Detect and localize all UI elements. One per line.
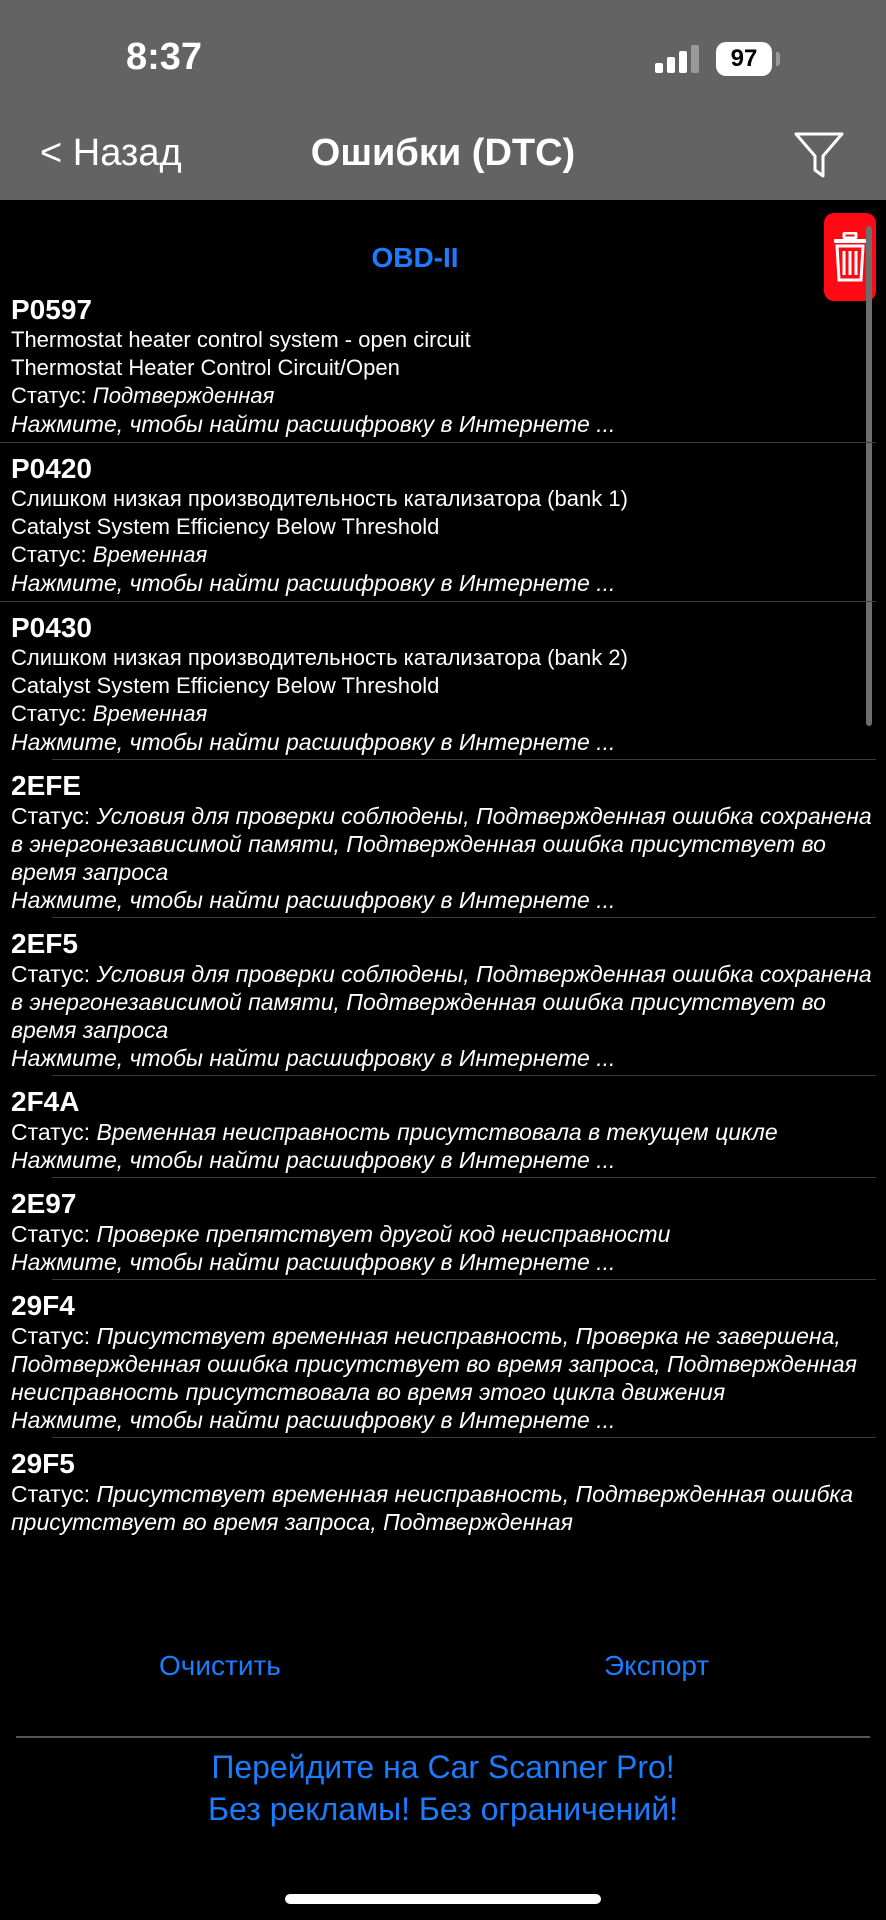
status-label: Статус: [11,1119,97,1145]
dtc-status [11,382,876,410]
dtc-description-ru: Слишком низкая производительность катализатора (bank 2) [11,645,628,670]
dtc-code: P0420 [11,453,92,484]
back-button[interactable]: < Назад [40,132,182,174]
navigation-bar [0,0,886,200]
dtc-code: 2EFE [11,770,82,801]
status-value: Условия для проверки соблюдены, Подтвержденная ошибка сохранена в энергонезависимой памяти, Подтвержденная ошибка присутствует во время запроса [11,961,872,1043]
dtc-description-ru: Слишком низкая производительность катализатора (bank 1) [11,486,628,511]
lookup-link[interactable]: Нажмите, чтобы найти расшифровку в Интернете ... [11,1045,616,1071]
status-label: Статус: [11,701,93,726]
dtc-item[interactable] [0,1178,876,1280]
status-value: Условия для проверки соблюдены, Подтвержденная ошибка сохранена в энергонезависимой памяти, Подтвержденная ошибка присутствует во время запроса [11,803,872,885]
dtc-status [11,1480,876,1536]
dtc-code: 29F4 [11,1290,75,1321]
lookup-link[interactable]: Нажмите, чтобы найти расшифровку в Интернете ... [11,1407,616,1433]
upgrade-promo-link[interactable] [0,1746,886,1830]
status-label: Статус: [11,1221,97,1247]
status-label: Статус: [11,961,97,987]
battery-level: 97 [730,45,758,72]
dtc-description-en: Catalyst System Efficiency Below Threshold [11,514,440,539]
dtc-list-viewport[interactable] [0,300,876,1596]
status-time: 8:37 [126,36,203,78]
status-value: Временная [92,701,208,726]
dtc-description-en: Thermostat Heater Control Circuit/Open [11,355,400,380]
status-value: Проверке препятствует другой код неисправности [96,1221,671,1247]
dtc-item[interactable] [0,602,876,760]
cellular-signal-icon [655,45,703,73]
dtc-status [11,802,876,886]
lookup-link[interactable]: Нажмите, чтобы найти расшифровку в Интернете ... [11,1147,616,1173]
dtc-list [0,300,876,1540]
lookup-link[interactable]: Нажмите, чтобы найти расшифровку в Интернете ... [11,729,616,755]
dtc-code: 29F5 [11,1448,75,1479]
dtc-code: 2EF5 [11,928,78,959]
dtc-item[interactable] [0,1076,876,1178]
status-value: Присутствует временная неисправность, Подтвержденная ошибка присутствует во время запроса, Подтвержденная [11,1481,854,1535]
dtc-code: P0430 [11,612,92,643]
status-label: Статус: [11,1481,97,1507]
status-value: Временная [92,542,208,567]
dtc-description-en: Catalyst System Efficiency Below Threshold [11,673,440,698]
dtc-item[interactable] [0,760,876,918]
status-label: Статус: [11,542,93,567]
dtc-status [11,541,876,569]
promo-line-1: Перейдите на Car Scanner Pro! [211,1749,675,1785]
dtc-status [11,1220,876,1248]
trash-icon [833,232,867,282]
battery-tip [776,52,780,66]
dtc-item[interactable] [0,300,876,443]
dtc-code: 2E97 [11,1188,77,1219]
lookup-link[interactable]: Нажмите, чтобы найти расшифровку в Интернете ... [11,411,616,437]
dtc-item[interactable] [0,1438,876,1540]
lookup-link[interactable]: Нажмите, чтобы найти расшифровку в Интернете ... [11,1249,616,1275]
status-value: Присутствует временная неисправность, Проверка не завершена, Подтвержденная ошибка присутствует во время запроса, Подтвержденная неисправность присутствовала во время этого цикла движения [11,1323,857,1405]
export-button[interactable]: Экспорт [604,1650,710,1681]
status-label: Статус: [11,383,93,408]
status-value: Временная неисправность присутствовала в текущем цикле [96,1119,778,1145]
page-title: Ошибки (DTC) [310,132,576,174]
lookup-link[interactable]: Нажмите, чтобы найти расшифровку в Интернете ... [11,570,616,596]
tab-obd2[interactable]: OBD-II [371,242,459,273]
status-label: Статус: [11,803,97,829]
divider [16,1736,870,1738]
dtc-item[interactable] [0,443,876,602]
lookup-link[interactable]: Нажмите, чтобы найти расшифровку в Интернете ... [11,887,616,913]
dtc-item[interactable] [0,1280,876,1438]
dtc-status [11,700,876,728]
home-indicator[interactable] [285,1894,601,1904]
dtc-status [11,1118,876,1146]
dtc-status [11,1322,876,1406]
dtc-description-ru: Thermostat heater control system - open circuit [11,327,471,352]
dtc-item[interactable] [0,918,876,1076]
dtc-code: 2F4A [11,1086,80,1117]
battery-icon [716,42,772,76]
clear-button[interactable]: Очистить [159,1650,281,1681]
dtc-status [11,960,876,1044]
status-value: Подтвержденная [92,383,275,408]
filter-icon[interactable] [792,128,846,182]
dtc-code: P0597 [11,300,92,325]
status-label: Статус: [11,1323,97,1349]
promo-line-2: Без рекламы! Без ограничений! [208,1791,678,1827]
